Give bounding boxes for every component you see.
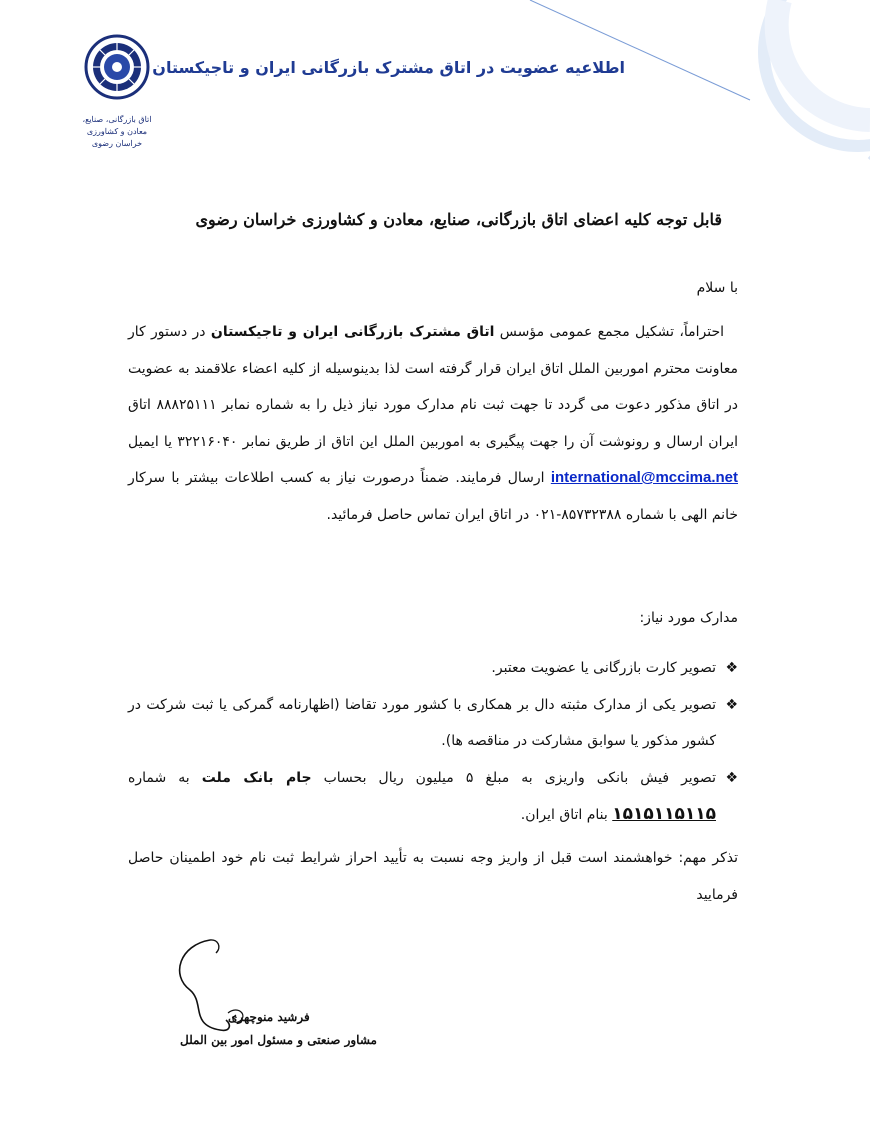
signatory-title: مشاور صنعتی و مسئول امور بین الملل xyxy=(180,1033,377,1047)
logo-caption: اتاق بازرگانی، صنایع، معادن و کشاورزی خراسان رضوی xyxy=(82,115,152,148)
diamond-bullet-icon: ❖ xyxy=(725,660,738,676)
list-item: ❖ تصویر کارت بازرگانی یا عضویت معتبر. xyxy=(128,650,738,687)
account-number: ۱۵۱۵۱۱۵۱۱۵ xyxy=(612,804,716,824)
body-text-1: احتراماً، تشکیل مجمع عمومی مؤسس xyxy=(494,324,724,340)
chamber-emblem-icon xyxy=(84,34,150,100)
signature-scribble xyxy=(160,935,310,1045)
body-text-2: در دستور کار معاونت محترم اموربین الملل اتاق ایران قرار گرفته است لذا بدینوسیله از کلیه اعضاء علاقمند به عضویت در اتاق مذکور دعوت می گردد تا جهت ثبت نام مدارک مورد نیاز ذیل را به شماره نمابر ۸۸۸۲۵۱۱۱ اتاق ایران ارسال و رونوشت آن را جهت پیگیری به اموربین الملل این اتاق از طریق نمابر ۳۲۲۱۶۰۴۰ یا ایمیل xyxy=(128,324,738,450)
greeting: با سلام xyxy=(696,280,738,296)
page-title: اطلاعیه عضویت در اتاق مشترک بازرگانی ایران و تاجیکستان xyxy=(152,58,625,77)
list-item: ❖ تصویر فیش بانکی واریزی به مبلغ ۵ میلیون ریال بحساب جام بانک ملت به شماره ۱۵۱۵۱۱۵۱۱۵ بنام اتاق ایران. xyxy=(128,760,738,834)
header-decoration xyxy=(450,0,870,160)
requirements-list xyxy=(128,650,738,834)
diamond-bullet-icon: ❖ xyxy=(725,696,738,713)
bank-name: جام بانک ملت xyxy=(201,769,312,786)
list-item: ❖ تصویر یکی از مدارک مثبته دال بر همکاری با کشور مورد تقاضا (اظهارنامه گمرکی یا ثبت شرکت در کشور مذکور یا سوابق مشارکت در مناقصه ها). xyxy=(128,687,738,760)
subject-line: قابل توجه کلیه اعضای اتاق بازرگانی، صنایع، معادن و کشاورزی خراسان رضوی xyxy=(195,210,722,229)
email-link[interactable]: international@mccima.net xyxy=(550,469,738,486)
chamber-name: اتاق مشترک بازرگانی ایران و تاجیکستان xyxy=(210,324,495,340)
body-text-3: ارسال فرمایند. ضمناً درصورت نیاز به کسب اطلاعات بیشتر با سرکار خانم الهی با شماره ۸۵۷۳۲۳۸۸-۰۲۱ در اتاق ایران تماس حاصل فرمائید. xyxy=(128,470,738,523)
diamond-bullet-icon: ❖ xyxy=(725,769,738,786)
required-documents-heading: مدارک مورد نیاز: xyxy=(639,610,738,626)
body-paragraph xyxy=(128,314,738,533)
important-note: تذکر مهم: خواهشمند است قبل از واریز وجه نسبت به تأیید احراز شرایط ثبت نام خود اطمینان حاصل فرمایید xyxy=(128,850,738,903)
signatory-name: فرشید منوچهری xyxy=(228,1010,310,1024)
